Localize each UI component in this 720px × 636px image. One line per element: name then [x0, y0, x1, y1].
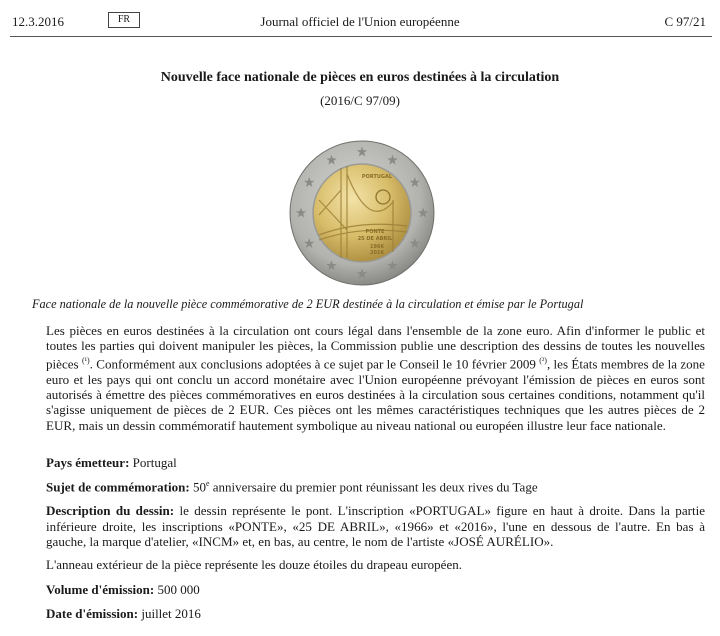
coin-inscription-portugal: PORTUGAL: [361, 174, 393, 180]
separator: :: [169, 503, 180, 518]
field-label: Pays émetteur: [46, 455, 126, 470]
notice-title: Nouvelle face nationale de pièces en euros destinées à la circulation: [160, 70, 560, 85]
page-reference: C 97/21: [664, 14, 706, 29]
field-value-sup: e: [205, 479, 210, 488]
separator: :: [149, 582, 158, 597]
commemoration-subject: [46, 479, 705, 495]
intro-text-1: Les pièces en euros destinées à la circulation ont cours légal dans l'ensemble de la zone euro. Afin d'informer le public et toutes les parties qui doivent manipuler les pièces, la Commission publie une description des dessins de toutes les nouvelles pièces: [46, 323, 705, 372]
intro-text-2: . Conformément aux conclusions adoptées à ce sujet par le Conseil le 10 février 2009: [89, 356, 540, 372]
field-label: Description du dessin: [46, 503, 170, 518]
field-value: le dessin représente le pont. L'inscription «PORTUGAL» figure en haut à droite. Dans la partie inférieure droite, les inscriptions «PONTE», «25 DE ABRIL», «1966» et «2016», l'une en dessous de l'autre. En bas à gauche, la marque d'atelier, «INCM» et, en bas, au centre, le nom de l'artiste «JOSÉ AURÉLIO».: [46, 503, 705, 549]
journal-title: Journal officiel de l'Union européenne: [260, 14, 460, 29]
field-label: Sujet de commémoration: [46, 479, 186, 495]
language-badge: FR: [108, 12, 140, 28]
field-value: 500 000: [157, 582, 200, 597]
field-label: Date d'émission: [46, 606, 134, 621]
coin-inscription-1966: 1966: [370, 244, 384, 250]
notice-reference: (2016/C 97/09): [320, 93, 400, 108]
field-label: Volume d'émission: [46, 582, 150, 597]
coin-inscription-2016: 2016: [370, 250, 384, 256]
footnote-ref-1[interactable]: (¹): [81, 356, 90, 366]
image-caption: Face nationale de la nouvelle pièce commémorative de 2 EUR destinée à la circulation et émise par le Portugal: [32, 297, 584, 311]
field-value: anniversaire du premier pont réunissant les deux rives du Tage: [209, 479, 538, 495]
coin-inscription-ponte: PONTE: [365, 229, 385, 235]
issuing-country: [46, 455, 705, 471]
separator: :: [185, 479, 193, 495]
page-header: [0, 0, 720, 36]
intro-text-3: , les États membres de la zone euro et les pays qui ont conclu un accord monétaire avec l'Union européenne prévoyant l'émission de pièces en euros sont autorisés à émettre des pièces commémoratives en euros destinées à la circulation sous certaines conditions, notamment qu'il s'agisse uniquement de pièces de 2 EUR. Ces pièces ont les mêmes caractéristiques techniques que les autres pièces de 2 EUR, mais un dessin commémoratif hautement symbolique au niveau national ou européen illustre leur face nationale.: [46, 356, 705, 433]
field-value: Portugal: [132, 455, 177, 470]
coin-inscription-date: 25 DE ABRIL: [357, 236, 393, 242]
separator: :: [133, 606, 142, 621]
footnote-ref-2[interactable]: (²): [539, 356, 547, 366]
separator: :: [125, 455, 133, 470]
intro-paragraph: [46, 323, 705, 433]
field-value: juillet 2016: [141, 606, 201, 621]
issue-volume: [46, 582, 705, 598]
coin-image: [289, 140, 435, 286]
header-divider: [10, 36, 712, 37]
design-description: [46, 503, 705, 550]
issue-date: [46, 606, 705, 622]
outer-ring-description: L'anneau extérieur de la pièce représente les douze étoiles du drapeau européen.: [46, 557, 462, 572]
header-date: 12.3.2016: [12, 14, 64, 29]
field-value-number: 50: [192, 479, 206, 495]
